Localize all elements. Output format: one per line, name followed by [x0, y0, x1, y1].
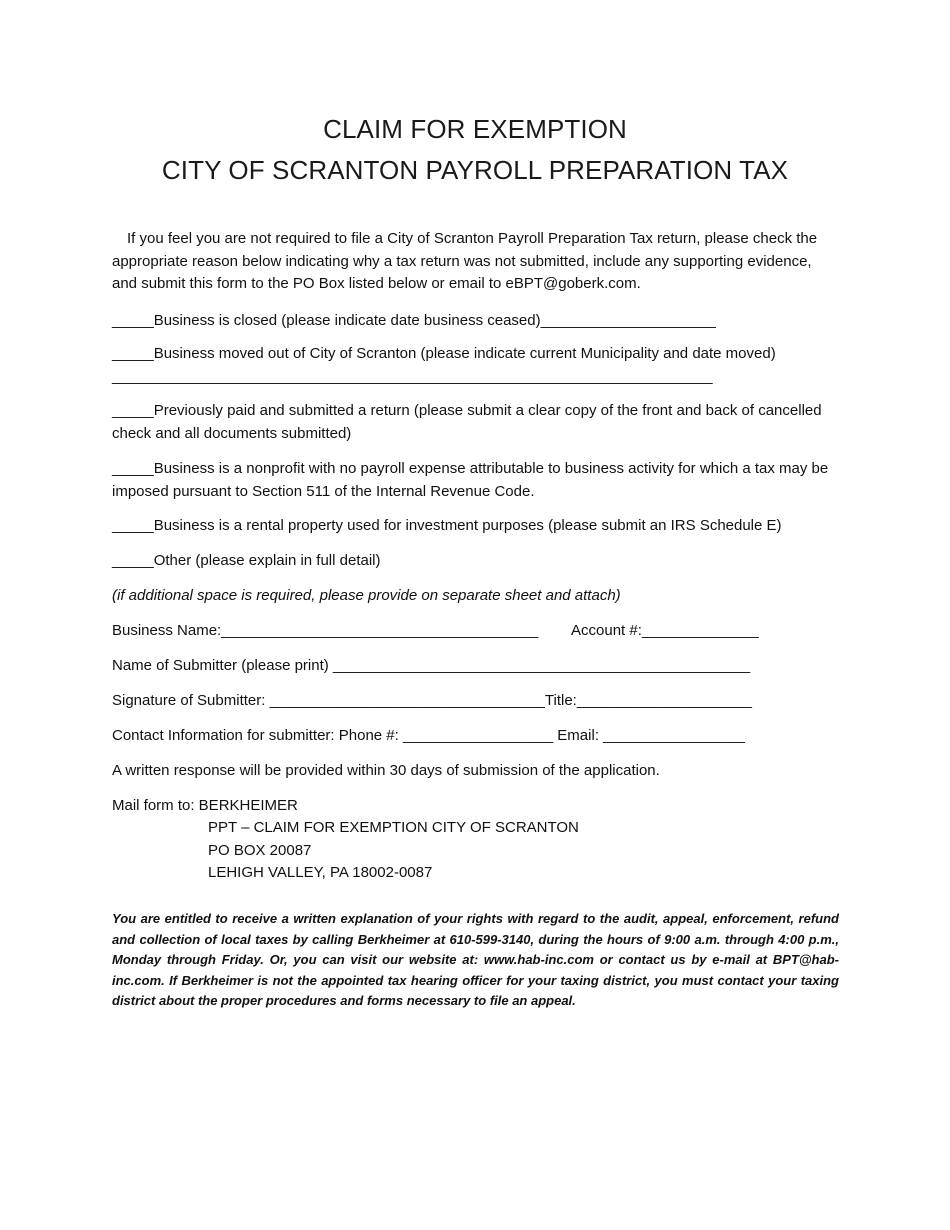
- moved-details-line[interactable]: ________________________________________________________________________: [112, 368, 713, 385]
- reason-other[interactable]: _____Other (please explain in full detail): [112, 552, 381, 569]
- rights-notice: You are entitled to receive a written explanation of your rights with regard to the audit, appeal, enforcement, refund and collection of local taxes by calling Berkheimer at 610-599-3140, during the hours of 9:00 a.m. through 4:00 p.m., Monday through Friday. Or, you can visit our website at: www.hab-inc.com or contact us by e-mail at BPT@hab-inc.com. If Berkheimer is not the appointed tax hearing officer for your taxing district, you must contact your taxing district about the proper procedures and forms necessary to file an appeal.: [112, 911, 839, 1008]
- additional-space-note: (if additional space is required, please provide on separate sheet and attach): [112, 587, 621, 604]
- reason-previously-paid[interactable]: _____Previously paid and submitted a return (please submit a clear copy of the front and back of cancelled check and all documents submitted): [112, 402, 822, 442]
- business-name-field[interactable]: Business Name:______________________________________: [112, 622, 539, 639]
- mail-address-line2: PO BOX 20087: [208, 842, 312, 859]
- form-subtitle: CITY OF SCRANTON PAYROLL PREPARATION TAX: [161, 155, 789, 185]
- reason-business-closed[interactable]: _____Business is closed (please indicate date business ceased)_____________________: [112, 312, 716, 329]
- reason-nonprofit[interactable]: _____Business is a nonprofit with no payroll expense attributable to business activity for which a tax may be imposed pursuant to Section 511 of the Internal Revenue Code.: [112, 460, 829, 500]
- response-note: A written response will be provided within 30 days of submission of the application.: [112, 762, 660, 779]
- submitter-name-field[interactable]: Name of Submitter (please print) __________________________________________________: [112, 657, 751, 674]
- signature-title-field[interactable]: Signature of Submitter: _________________________________Title:_____________________: [112, 692, 753, 709]
- contact-info-field[interactable]: Contact Information for submitter: Phone #: __________________ Email: _________________: [112, 727, 745, 744]
- mail-address-line3: LEHIGH VALLEY, PA 18002-0087: [208, 864, 433, 881]
- account-number-field[interactable]: Account #:______________: [571, 622, 759, 639]
- reason-business-moved[interactable]: _____Business moved out of City of Scranton (please indicate current Municipality and date moved): [112, 345, 776, 362]
- reason-rental-property[interactable]: _____Business is a rental property used for investment purposes (please submit an IRS Schedule E): [112, 517, 782, 534]
- mail-label: Mail form to: BERKHEIMER: [112, 797, 298, 814]
- mail-address-line1: PPT – CLAIM FOR EXEMPTION CITY OF SCRANTON: [208, 819, 579, 836]
- form-title: CLAIM FOR EXEMPTION: [323, 114, 627, 144]
- intro-paragraph: If you feel you are not required to file a City of Scranton Payroll Preparation Tax return, please check the appropriate reason below indicating why a tax return was not submitted, include any supporting evidence, and submit this form to the PO Box listed below or email to eBPT@goberk.com.: [112, 230, 818, 292]
